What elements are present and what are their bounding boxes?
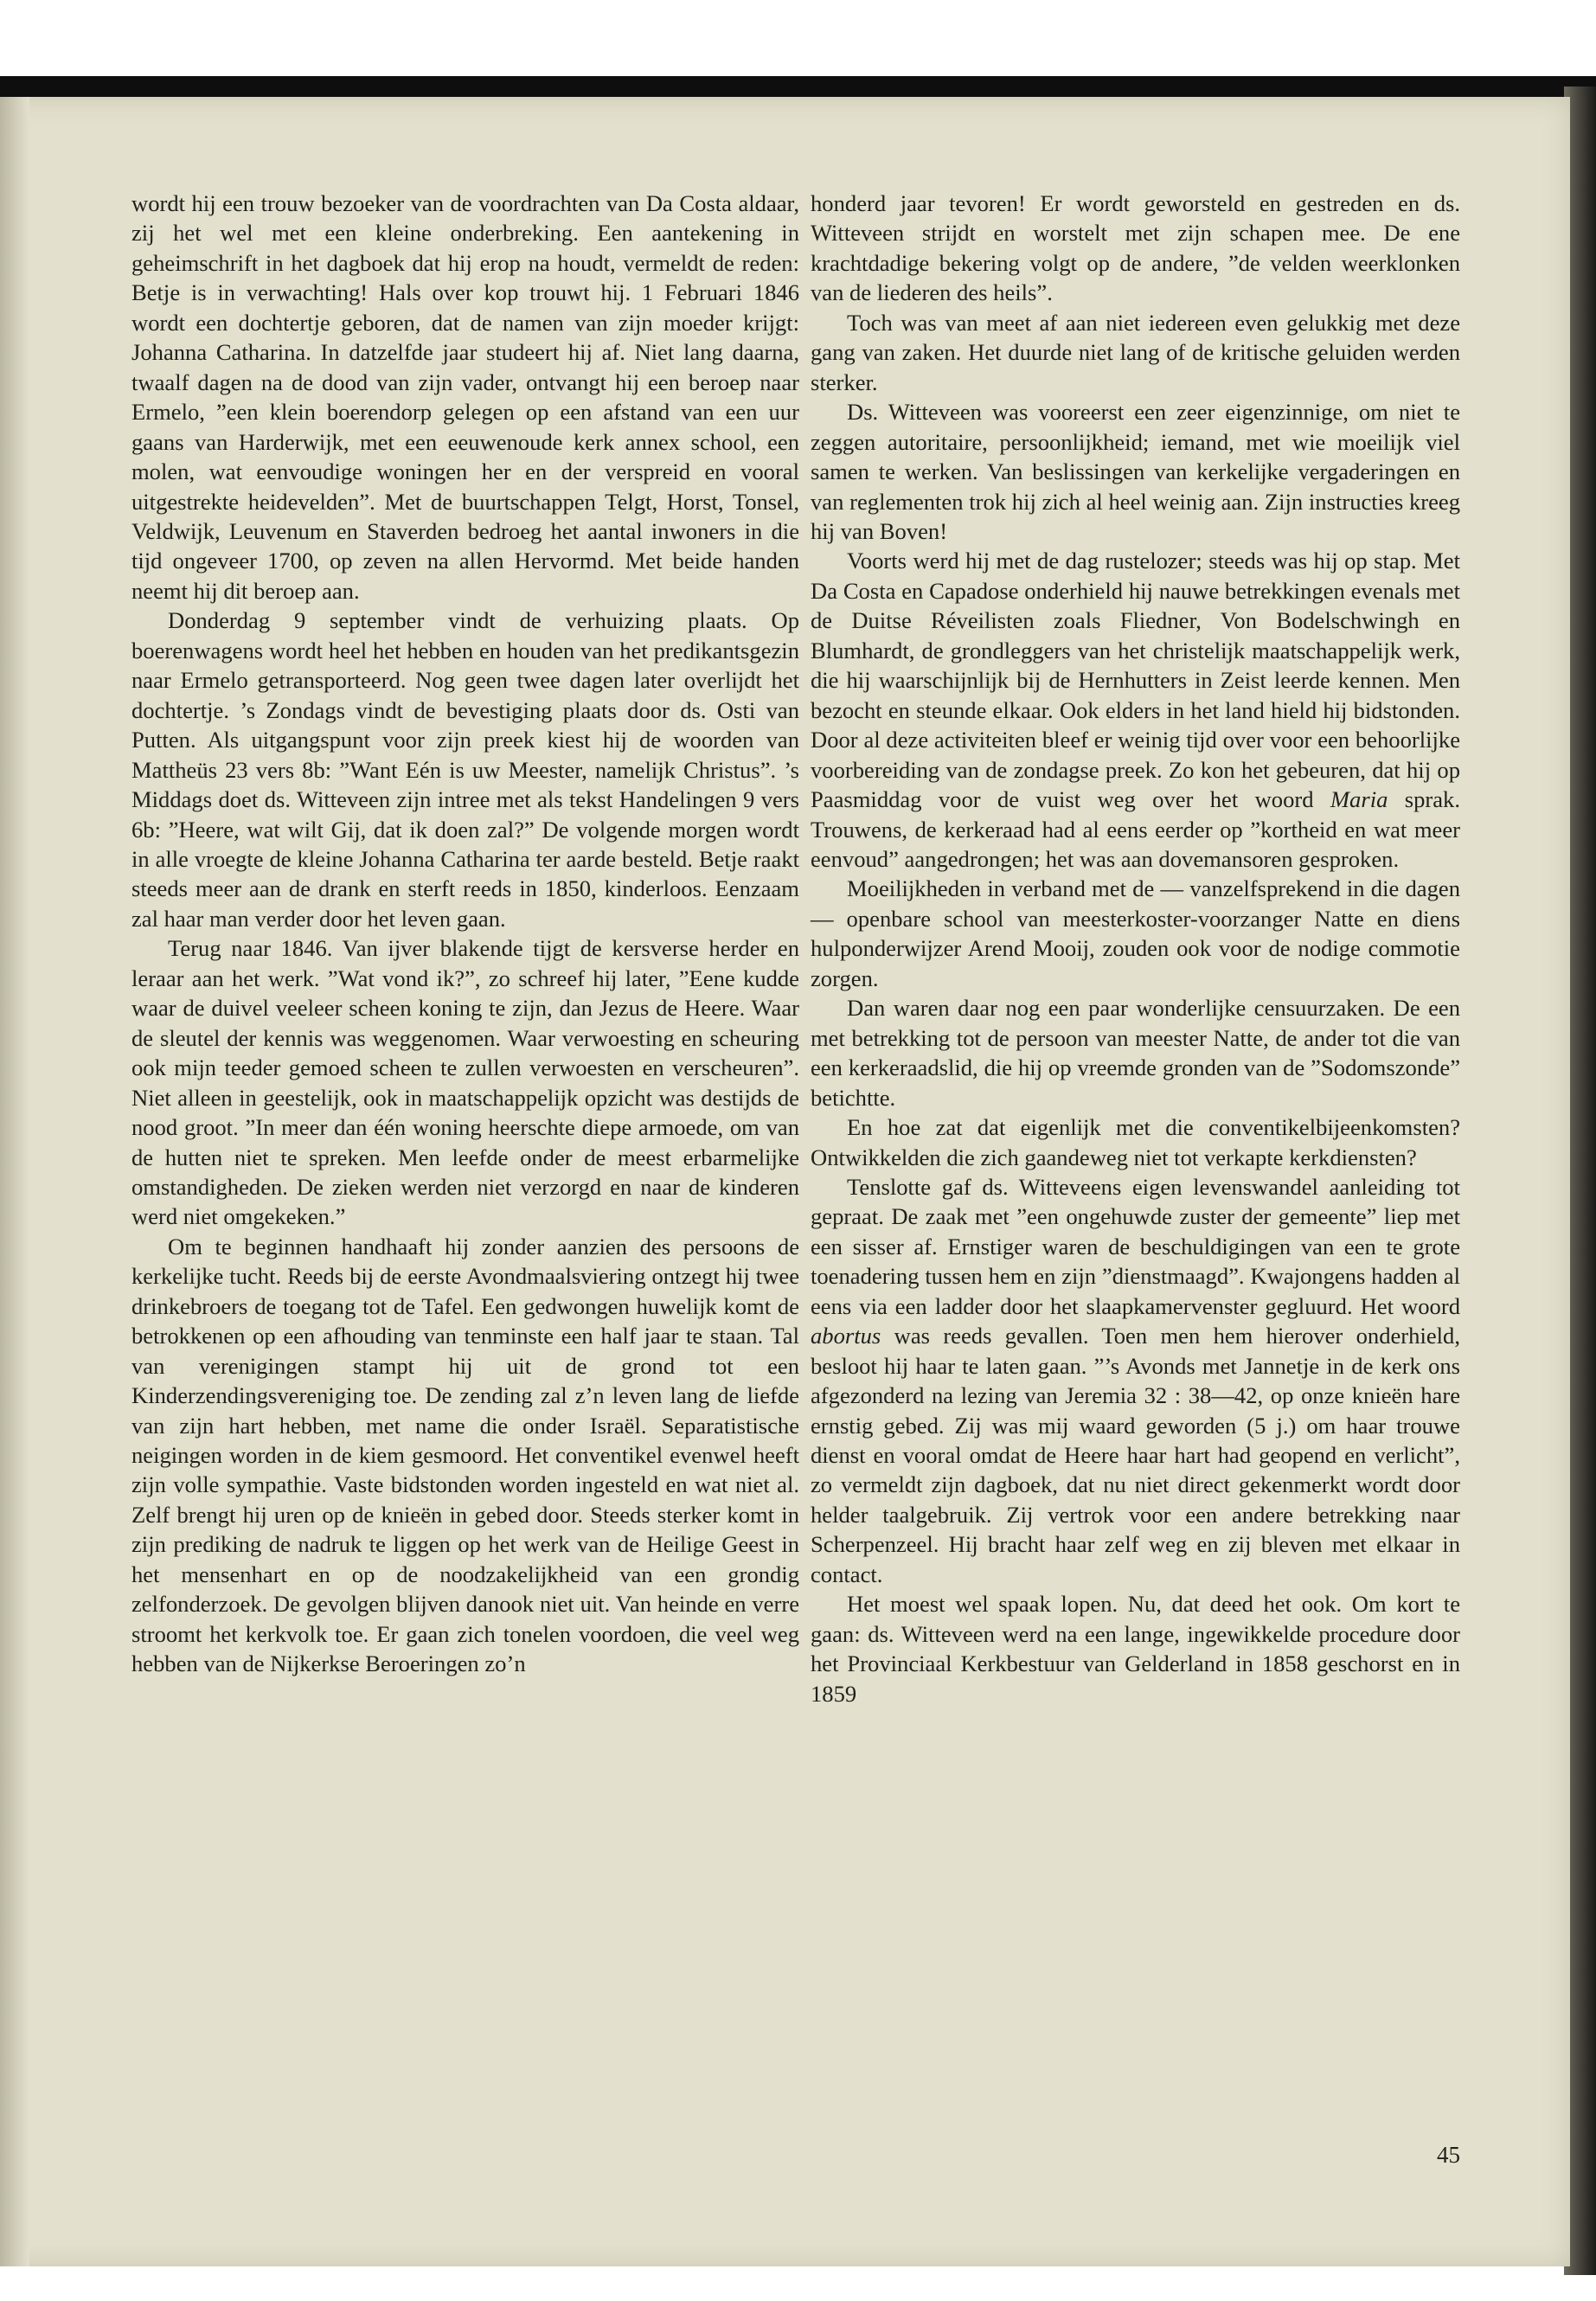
right-text-column — [811, 189, 1460, 1708]
paragraph-text: was reeds gevallen. Toen men hem hierover onderhield, besloot hij haar te laten gaan. ”’s Avonds met Jannetje in de kerk ons afgezonderd na lezing van Jeremia 32 : 38—42, op onze knieën hare ernstig gebed. Zij was mij waard geworden (5 j.) om haar trouwe dienst en vooral omdat de Heere haar hart had geopend en verlicht”, zo vermeldt zijn dagboek, dat nu niet direct gekenmerkt wordt door helder taalgebruik. Zij vertrok voor een andere betrekking naar Scherpenzeel. Hij bracht haar zelf weg en zij bleven met elkaar in contact. — [811, 1323, 1460, 1587]
left-text-column — [131, 189, 799, 1679]
paragraph-text: Tenslotte gaf ds. Witteveens eigen levenswandel aanleiding tot gepraat. De zaak met ”een ongehuwde zuster der gemeente” liep met een sisser af. Ernstiger waren de beschuldigingen van een te grote toenadering tussen hem en zijn ”dienstmaagd”. Kwajongens hadden al eens via een ladder door het slaapkamervenster gegluurd. Het woord — [811, 1173, 1460, 1319]
paragraph: Dan waren daar nog een paar wonderlijke censuurzaken. De een met betrekking tot de persoon van meester Natte, de ander tot die van een kerkeraadslid, die hij op vreemde gronden van de ”Sodomszonde” betichtte. — [811, 995, 1460, 1111]
paragraph-text: sprak. Trouwens, de kerkeraad had al eens eerder op ”kortheid en wat meer eenvoud” aangedrongen; het was aan dovemansoren gesproken. — [811, 786, 1460, 872]
paragraph-text: Voorts werd hij met de dag rustelozer; steeds was hij op stap. Met Da Costa en Capadose onderhield hij nauwe betrekkingen evenals met de Duitse Réveilisten zoals Fliedner, Von Bodelschwingh en Blumhardt, de grondleggers van het christelijk maatschappelijk werk, die hij waarschijnlijk bij de Hernhutters in Zeist leerde kennen. Men bezocht en steunde elkaar. Ook elders in het land hield hij bidstonden. Door al deze activiteiten bleef er weinig tijd over voor een behoorlijke voorbereiding van de zondagse preek. Zo kon het gebeuren, dat hij op Paasmiddag voor de vuist weg over het woord — [811, 548, 1460, 813]
paragraph: En hoe zat dat eigenlijk met die conventikelbijeenkomsten? Ontwikkelden die zich gaandeweg niet tot verkapte kerkdiensten? — [811, 1114, 1460, 1170]
paragraph: Het moest wel spaak lopen. Nu, dat deed het ook. Om kort te gaan: ds. Witteveen werd na een lange, ingewikkelde procedure door het Provinciaal Kerkbestuur van Gelderland in 1858 geschorst en in 1859 — [811, 1591, 1460, 1707]
paragraph: Toch was van meet af aan niet iedereen even gelukkig met deze gang van zaken. Het duurde niet lang of de kritische geluiden werden sterker. — [811, 309, 1460, 395]
paragraph: Om te beginnen handhaaft hij zonder aanzien des persoons de kerkelijke tucht. Reeds bij de eerste Avondmaalsviering ontzegt hij twee drinkebroers de toegang tot de Tafel. Een gedwongen huwelijk komt de betrokkenen op een afhouding van tenminste een half jaar te staan. Tal van verenigingen stampt hij uit de grond tot een Kinderzendingsvereniging toe. De zending zal z’n leven lang de liefde van zijn hart hebben, met name die onder Israël. Separatistische neigingen worden in de kiem gesmoord. Het conventikel evenwel heeft zijn volle sympathie. Vaste bidstonden worden ingesteld en wat niet al. Zelf brengt hij uren op de knieën in gebed door. Steeds sterker komt in zijn prediking de nadruk te liggen op het werk van de Heilige Geest in het mensenhart en op de noodzakelijkheid van een grondig zelfonderzoek. De gevolgen blijven danook niet uit. Van heinde en verre stroomt het kerkvolk toe. Er gaan zich tonelen voordoen, die veel weg hebben van de Nijkerkse Beroeringen zo’n — [131, 1233, 799, 1677]
paragraph-with-italic — [811, 546, 1460, 874]
paragraph: Terug naar 1846. Van ijver blakende tijgt de kersverse herder en leraar aan het werk. ”Wat vond ik?”, zo schreef hij later, ”Eene kudde waar de duivel veeleer scheen koning te zijn, dan Jezus de Heere. Waar de sleutel der kennis was weggenomen. Waar verwoesting en scheuring ook mijn teeder gemoed scheen te zullen verwoesten en verscheuren”. Niet alleen in geestelijk, ook in maatschappelijk opzicht was destijds de nood groot. ”In meer dan één woning heerschte diepe armoede, om van de hutten niet te spreken. Men leefde onder de meest erbarmelijke omstandigheden. De zieken werden niet verzorgd en naar de kinderen werd niet omgekeken.” — [131, 935, 799, 1230]
paragraph-with-italic — [811, 1172, 1460, 1589]
page-number: 45 — [1437, 2142, 1460, 2168]
paragraph: Donderdag 9 september vindt de verhuizing plaats. Op boerenwagens wordt heel het hebben en houden van het predikantsgezin naar Ermelo getransporteerd. Nog geen twee dagen later overlijdt het dochtertje. ’s Zondags vindt de bevestiging plaats door ds. Osti van Putten. Als uitgangspunt voor zijn preek kiest hij de woorden van Mattheüs 23 vers 8b: ”Want Eén is uw Meester, namelijk Christus”. ’s Middags doet ds. Witteveen zijn intree met als tekst Handelingen 9 vers 6b: ”Heere, wat wilt Gij, dat ik doen zal?” De volgende morgen wordt in alle vroegte de kleine Johanna Catharina ter aarde besteld. Betje raakt steeds meer aan de drank en sterft reeds in 1850, kinderloos. Eenzaam zal haar man verder door het leven gaan. — [131, 607, 799, 932]
italic-word-abortus: abortus — [811, 1323, 881, 1349]
book-spine-edge — [0, 97, 29, 2266]
italic-word-maria: Maria — [1330, 786, 1388, 813]
paragraph: wordt hij een trouw bezoeker van de voordrachten van Da Costa aldaar, zij het wel met een kleine onderbreking. Een aantekening in geheimschrift in het dagboek dat hij erop na houdt, vermeldt de reden: Betje is in verwachting! Hals over kop trouwt hij. 1 Februari 1846 wordt een dochtertje geboren, dat de namen van zijn moeder krijgt: Johanna Catharina. In datzelfde jaar studeert hij af. Niet lang daarna, twaalf dagen na de dood van zijn vader, ontvangt hij een beroep naar Ermelo, ”een klein boerendorp gelegen op een afstand van een uur gaans van Harderwijk, met een eeuwenoude kerk annex school, een molen, wat eenvoudige woningen her en der verspreid en vooral uitgestrekte heidevelden”. Met de buurtschappen Telgt, Horst, Tonsel, Veldwijk, Leuvenum en Staverden bedroeg het aantal inwoners in die tijd ongeveer 1700, op zeven na allen Hervormd. Met beide handen neemt hij dit beroep aan. — [131, 190, 799, 604]
paragraph: Ds. Witteveen was vooreerst een zeer eigenzinnige, om niet te zeggen autoritaire, persoonlijkheid; iemand, met wie moeilijk viel samen te werken. Van beslissingen van kerkelijke vergaderingen en van reglementen trok hij zich al heel weinig aan. Zijn instructies kreeg hij van Boven! — [811, 399, 1460, 544]
paragraph: honderd jaar tevoren! Er wordt geworsteld en gestreden en ds. Witteveen strijdt en worstelt met zijn schapen mee. De ene krachtdadige bekering volgt op de andere, ”de velden weerklonken van de liederen des heils”. — [811, 190, 1460, 306]
paragraph: Moeilijkheden in verband met de — vanzelfsprekend in die dagen — openbare school van meesterkoster-voorzanger Natte en diens hulponderwijzer Arend Mooij, zouden ook voor de nodige commotie zorgen. — [811, 875, 1460, 991]
